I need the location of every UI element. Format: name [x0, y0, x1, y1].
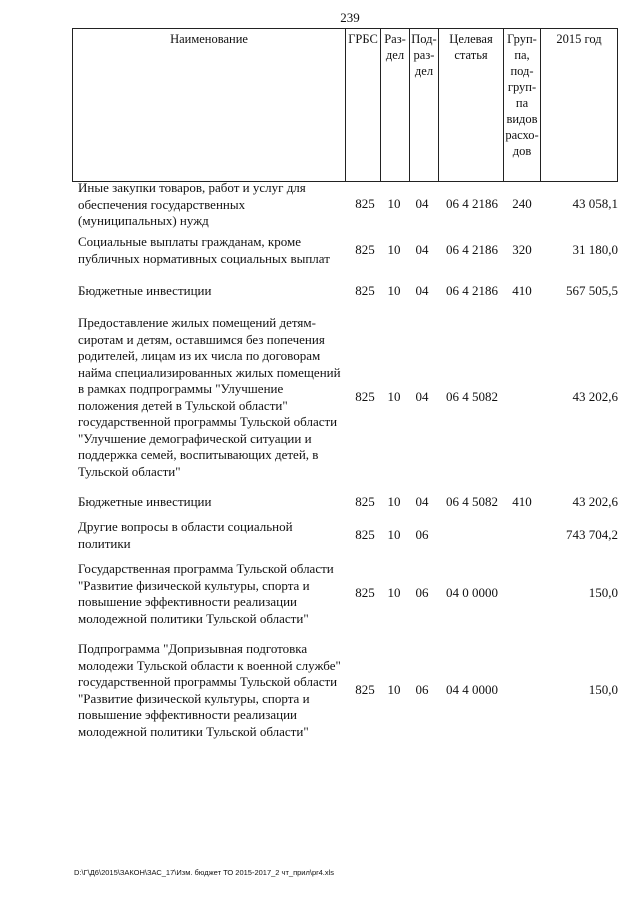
row-2015: 31 180,0 — [572, 242, 618, 257]
row-target: 04 4 0000 — [446, 682, 498, 697]
header-vid-text: Груп- па, под- груп- па видов расхо- дов — [505, 32, 539, 158]
row-grbs: 825 — [355, 242, 375, 257]
row-target: 06 4 2186 — [446, 242, 498, 257]
row-razdel: 10 — [387, 682, 401, 697]
row-2015: 743 704,2 — [566, 527, 618, 542]
row-2015: 43 202,6 — [572, 494, 618, 509]
row-podrazdel: 06 — [415, 682, 429, 697]
file-path-footer: D:\Г\Д6\2015\ЗАКОН\ЗАС_17\Изм. бюджет ТО 2015-2017_2 чт_прил\pr4.xls — [74, 868, 335, 877]
header-name — [73, 29, 346, 182]
row-name: Государственная программа Тульской области "Развитие физической культуры, спорта и повышение эффективности реализации молодежной политики Тульской области" — [78, 561, 334, 626]
row-name: Подпрограмма "Допризывная подготовка молодежи Тульской области к военной службе" государственной программы Тульской области "Развитие физической культуры, спорта и повышение эффективности реализации молодежной политики Тульской области" — [78, 641, 341, 739]
row-vid: 410 — [512, 494, 532, 509]
row-name: Другие вопросы в области социальной политики — [78, 519, 293, 551]
row-podrazdel: 06 — [415, 585, 429, 600]
row-razdel: 10 — [387, 389, 401, 404]
row-podrazdel: 06 — [415, 527, 429, 542]
header-razdel — [381, 29, 410, 182]
row-razdel: 10 — [387, 283, 401, 298]
row-2015: 567 505,5 — [566, 283, 618, 298]
row-name: Социальные выплаты гражданам, кроме публичных нормативных социальных выплат — [78, 234, 330, 266]
header-grbs-text: ГРБС — [348, 32, 378, 46]
row-grbs: 825 — [355, 283, 375, 298]
row-vid: 240 — [512, 196, 532, 211]
row-podrazdel: 04 — [415, 494, 429, 509]
row-razdel: 10 — [387, 196, 401, 211]
row-grbs: 825 — [355, 389, 375, 404]
row-podrazdel: 04 — [415, 242, 429, 257]
row-2015: 43 202,6 — [572, 389, 618, 404]
header-razdel-text: Раз- дел — [384, 32, 406, 62]
row-razdel: 10 — [387, 527, 401, 542]
header-2015-text: 2015 год — [556, 32, 602, 46]
row-target: 06 4 2186 — [446, 196, 498, 211]
row-vid: 320 — [512, 242, 532, 257]
row-target: 04 0 0000 — [446, 585, 498, 600]
row-vid: 410 — [512, 283, 532, 298]
row-razdel: 10 — [387, 494, 401, 509]
row-grbs: 825 — [355, 682, 375, 697]
header-name-text: Наименование — [170, 32, 248, 46]
header-target-text: Целевая статья — [449, 32, 493, 62]
row-podrazdel: 04 — [415, 196, 429, 211]
row-target: 06 4 5082 — [446, 494, 498, 509]
row-2015: 150,0 — [588, 682, 618, 697]
header-podrazdel-text: Под- раз- дел — [411, 32, 437, 78]
row-target: 06 4 5082 — [446, 389, 498, 404]
row-name: Предоставление жилых помещений детям- сиротам и детям, оставшимся без попечения родителей, лицам из их числа по договорам найма специализированных жилых помещений в рамках подпрограммы "Улучшение положения детей в Тульской области" государственной программы Тульской области "Улучшение демографической ситуации и поддержка семей, воспитывающих детей, в Тульской области" — [78, 315, 341, 479]
row-2015: 43 058,1 — [572, 196, 618, 211]
row-razdel: 10 — [387, 242, 401, 257]
row-2015: 150,0 — [588, 585, 618, 600]
row-grbs: 825 — [355, 494, 375, 509]
header-2015 — [541, 29, 618, 182]
header-podrazdel — [410, 29, 439, 182]
page-number: 239 — [340, 10, 360, 25]
table-header — [72, 28, 618, 182]
row-podrazdel: 04 — [415, 389, 429, 404]
row-target: 06 4 2186 — [446, 283, 498, 298]
header-target — [439, 29, 504, 182]
row-grbs: 825 — [355, 527, 375, 542]
row-grbs: 825 — [355, 585, 375, 600]
row-name: Бюджетные инвестиции — [78, 494, 212, 509]
row-grbs: 825 — [355, 196, 375, 211]
row-name: Бюджетные инвестиции — [78, 283, 212, 298]
header-grbs — [346, 29, 381, 182]
row-name: Иные закупки товаров, работ и услуг для обеспечения государственных (муниципальных) нужд — [78, 180, 306, 228]
row-podrazdel: 04 — [415, 283, 429, 298]
header-vid — [504, 29, 541, 182]
row-razdel: 10 — [387, 585, 401, 600]
